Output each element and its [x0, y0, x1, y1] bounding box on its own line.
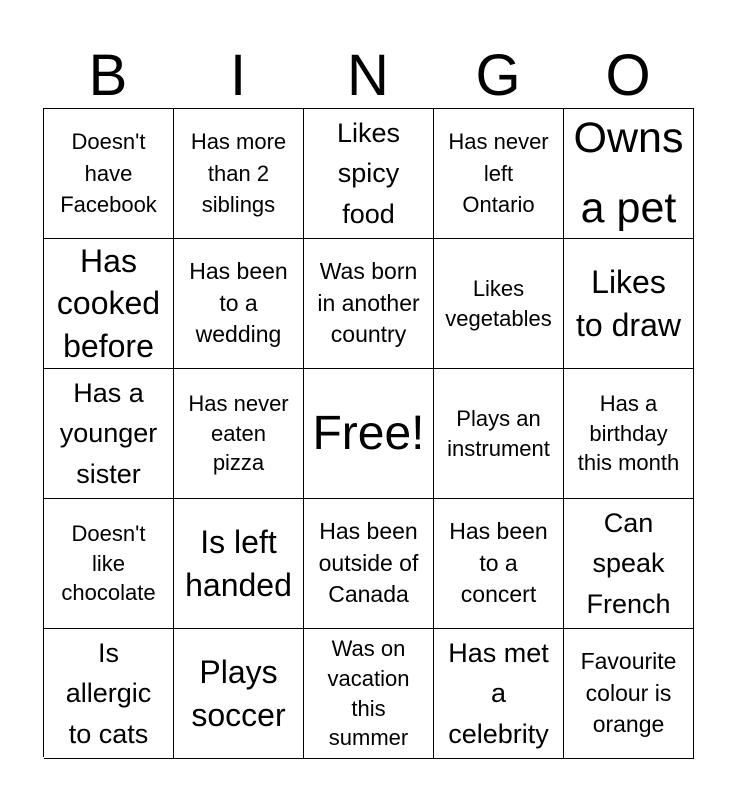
cell-text: Has a birthday this month [577, 390, 680, 476]
bingo-cell [564, 369, 694, 499]
bingo-cell [174, 499, 304, 629]
free-space: Free! [312, 406, 425, 460]
bingo-cell [174, 369, 304, 499]
bingo-cell [564, 239, 694, 369]
bingo-cell [44, 109, 174, 239]
header-letter-i: I [229, 43, 247, 108]
bingo-cell [44, 499, 174, 629]
header-letter-n: N [347, 43, 389, 108]
cell-text: Was on vacation this summer [327, 635, 410, 751]
bingo-cell [434, 499, 564, 629]
cell-text: Is left handed [185, 524, 292, 603]
bingo-header [43, 40, 693, 108]
cell-text: Favourite colour is orange [580, 647, 677, 738]
cell-text: Has met a celebrity [448, 637, 549, 749]
cell-text: Likes vegetables [445, 275, 552, 331]
bingo-cell [44, 369, 174, 499]
cell-text: Has been to a wedding [189, 257, 288, 348]
bingo-cell [304, 499, 434, 629]
bingo-cell [434, 239, 564, 369]
header-letter-o: O [605, 43, 651, 108]
bingo-cell [434, 109, 564, 239]
cell-text: Has a younger sister [59, 377, 158, 489]
cell-text: Owns a pet [573, 113, 684, 232]
bingo-cell [434, 369, 564, 499]
header-letter-b: B [88, 43, 128, 108]
bingo-cell [174, 109, 304, 239]
cell-text: Can speak French [586, 507, 671, 619]
cell-text: Plays an instrument [447, 405, 550, 461]
cell-text: Has been to a concert [449, 517, 548, 608]
bingo-cell [44, 239, 174, 369]
bingo-cell [304, 629, 434, 759]
bingo-cell [174, 239, 304, 369]
cell-text: Likes to draw [576, 264, 681, 343]
bingo-cell [564, 629, 694, 759]
bingo-cell [44, 629, 174, 759]
bingo-cell [564, 109, 694, 239]
cell-text: Is allergic to cats [65, 637, 152, 749]
bingo-cell [434, 629, 564, 759]
bingo-cell [564, 499, 694, 629]
cell-text: Has been outside of Canada [318, 517, 419, 608]
cell-text: Was born in another country [317, 257, 420, 348]
cell-text: Has more than 2 siblings [190, 128, 287, 218]
cell-text: Has never eaten pizza [188, 390, 289, 476]
header-letter-g: G [475, 43, 521, 108]
cell-text: Doesn't have Facebook [60, 128, 157, 218]
cell-text: Has never left Ontario [448, 128, 549, 218]
cell-text: Doesn't like chocolate [61, 520, 156, 606]
bingo-cell [174, 629, 304, 759]
cell-text: Has cooked before [56, 243, 161, 364]
bingo-card-grid [43, 108, 694, 757]
bingo-cell [304, 109, 434, 239]
cell-text: Plays soccer [191, 654, 286, 733]
cell-text: Likes spicy food [336, 117, 401, 229]
bingo-cell [304, 239, 434, 369]
bingo-cell [304, 369, 434, 499]
